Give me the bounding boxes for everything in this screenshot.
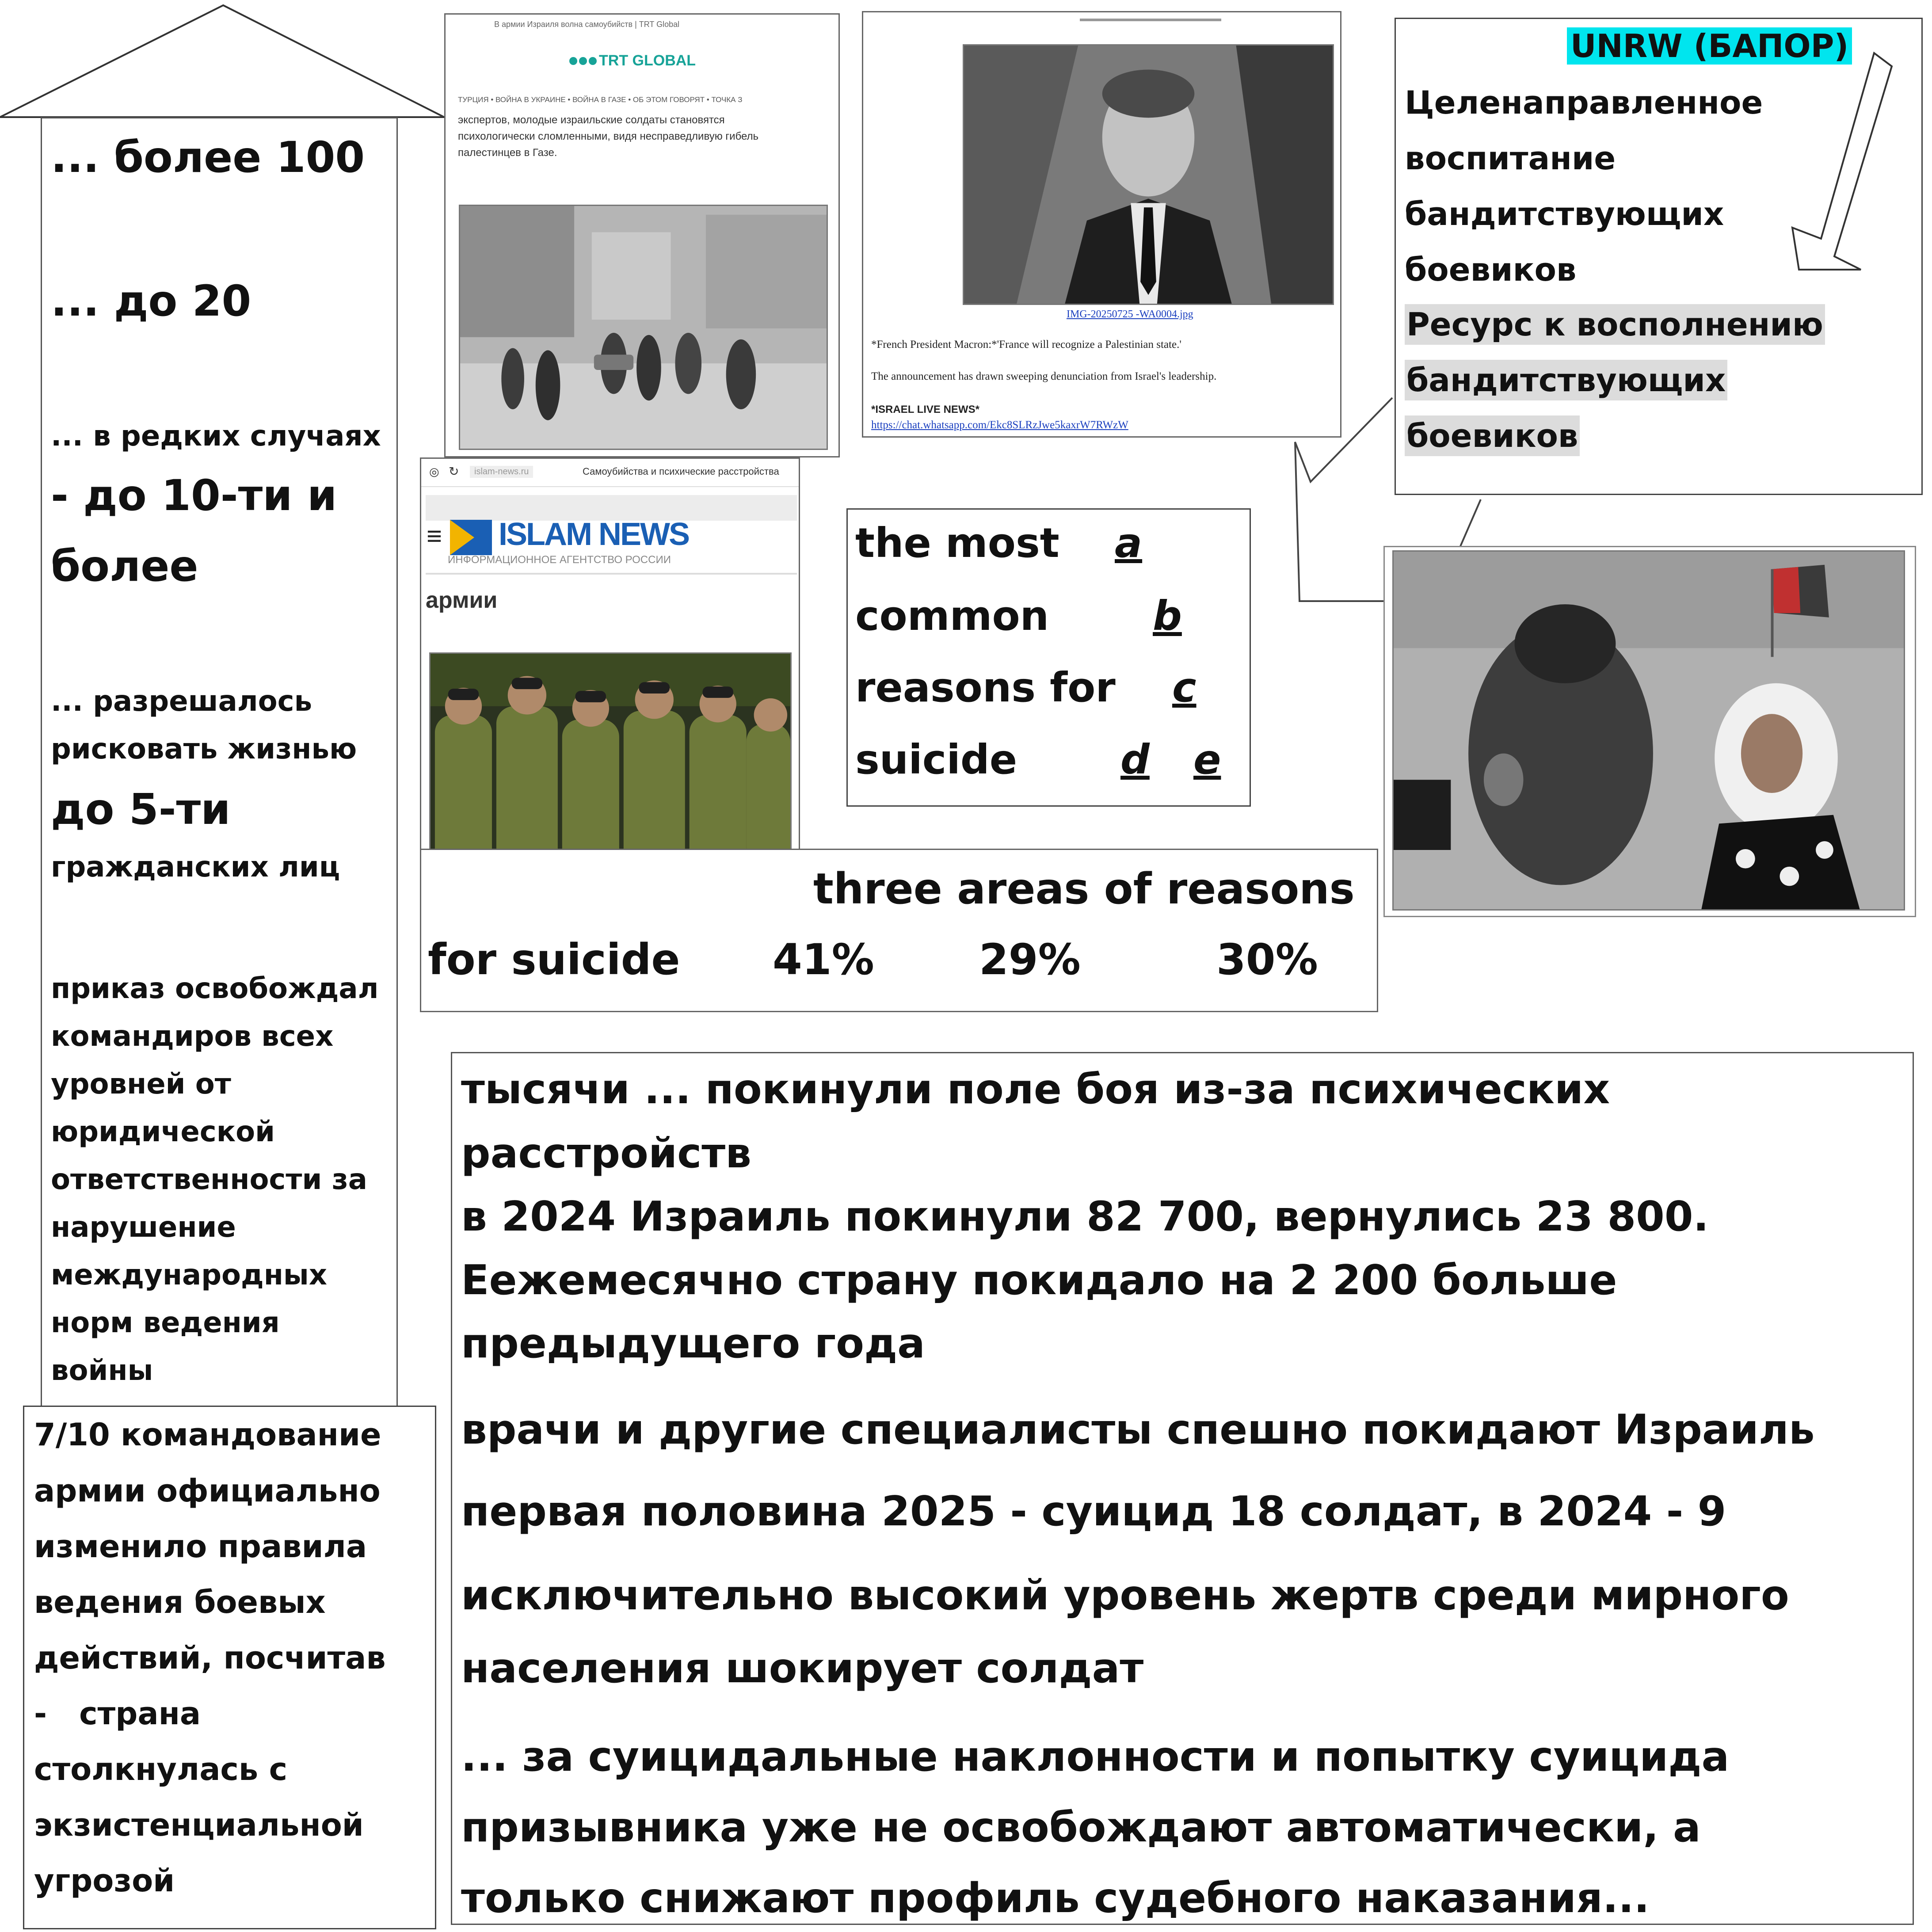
unrwa-highlight-line: боевиков — [1405, 415, 1580, 456]
command-line: угрозой — [34, 1863, 175, 1899]
allowed-line1: ... разрешалось — [51, 685, 312, 718]
command-line: действий, посчитав — [34, 1640, 386, 1676]
command-line: армии официально — [34, 1473, 381, 1509]
soldiers-street-photo — [459, 205, 828, 450]
army-word: армии — [426, 587, 498, 613]
tab-title: Самоубийства и психические расстройства — [583, 466, 779, 477]
civilians: гражданских лиц — [51, 851, 340, 884]
macron-url[interactable]: https://chat.whatsapp.com/Ekc8SLRzJwe5kaxrW7RWzW — [871, 419, 1128, 431]
reasons-text: suicide — [855, 736, 1017, 783]
main-line: предыдущего года — [461, 1319, 925, 1367]
more-than-100: ... более 100 — [51, 133, 365, 182]
order-line: международных — [51, 1259, 328, 1292]
rare-cases: ... в редких случаях — [51, 420, 381, 453]
command-line: изменило правила — [34, 1528, 367, 1565]
areas-line1: three areas of reasons — [813, 864, 1355, 914]
macron-photo — [963, 44, 1334, 305]
menu-icon[interactable]: ≡ — [427, 521, 442, 551]
unrwa-highlight-line: Ресурс к восполнению — [1405, 304, 1825, 345]
reasons-letter: c — [1172, 664, 1197, 711]
unrwa-line: бандитствующих — [1405, 195, 1724, 232]
main-line: только снижают профиль судебного наказания... — [461, 1874, 1650, 1922]
reasons-text: reasons for — [855, 664, 1116, 711]
reasons-letter: b — [1153, 592, 1182, 640]
unrwa-highlight-line: бандитствующих — [1405, 360, 1727, 400]
order-line: норм ведения — [51, 1307, 280, 1339]
areas-percent-3: 30% — [1216, 935, 1318, 984]
order-line: приказ освобождал — [51, 972, 379, 1005]
allowed-line2: рисковать жизнью — [51, 733, 357, 766]
trt-logo-text: TRT GLOBAL — [599, 52, 696, 69]
trt-screenshot — [444, 13, 840, 457]
islam-news-logo-subtitle: ИНФОРМАЦИОННОЕ АГЕНТСТВО РОССИИ — [448, 554, 671, 566]
main-line: в 2024 Израиль покинули 82 700, вернулись 23 800. — [461, 1193, 1709, 1240]
up-to-5: до 5-ти — [51, 785, 231, 834]
trt-logo-dots-icon — [569, 57, 597, 65]
reasons-text: common — [855, 592, 1049, 640]
trt-nav: ТУРЦИЯ • ВОЙНА В УКРАИНЕ • ВОЙНА В ГАЗЕ • ОБ ЭТОМ ГОВОРЯТ • ТОЧКА З — [458, 95, 743, 104]
main-line: ... за суицидальные наклонности и попытку суицида — [461, 1733, 1730, 1780]
main-line: первая половина 2025 - суицид 18 солдат, в 2024 - 9 — [461, 1487, 1726, 1535]
trt-logo — [569, 52, 696, 69]
unrwa-line: воспитание — [1405, 140, 1616, 177]
browser-bar — [421, 459, 799, 487]
macron-header-scribble — [1080, 19, 1221, 21]
macron-announcement: The announcement has drawn sweeping denunciation from Israel's leadership. — [871, 370, 1217, 382]
up-to-10-line2: более — [51, 541, 198, 591]
command-line: экзистенциальной — [34, 1807, 364, 1843]
macron-quote: *French President Macron:*'France will recognize a Palestinian state.' — [871, 339, 1181, 351]
macron-source: *ISRAEL LIVE NEWS* — [871, 404, 979, 415]
unrwa-line: боевиков — [1405, 251, 1577, 288]
order-line: юридической — [51, 1116, 275, 1148]
down-arrow-icon — [1768, 49, 1901, 278]
order-line: войны — [51, 1354, 153, 1387]
islam-news-logo-icon — [448, 515, 496, 560]
address-bar[interactable]: islam-news.ru — [470, 466, 533, 478]
main-line: врачи и другие специалисты спешно покидают Израиль — [461, 1406, 1815, 1453]
command-line: - страна — [34, 1696, 201, 1732]
islam-news-screenshot — [420, 457, 800, 908]
reasons-letter: d — [1120, 736, 1150, 783]
house-roof — [0, 0, 446, 124]
trt-text-line: палестинцев в Газе. — [458, 147, 557, 159]
order-line: ответственности за — [51, 1163, 367, 1196]
divider — [426, 573, 797, 575]
command-line: столкнулась с — [34, 1751, 288, 1787]
areas-percent-1: 41% — [773, 935, 874, 984]
trt-text-line: психологически сломленными, видя несправедливую гибель — [458, 130, 759, 142]
order-line: нарушение — [51, 1211, 236, 1244]
protest-photo — [1392, 550, 1905, 911]
order-line: командиров всех — [51, 1020, 334, 1053]
reasons-text: the most — [855, 519, 1059, 567]
shield-icon: ◎ — [429, 465, 439, 478]
areas-percent-2: 29% — [979, 935, 1081, 984]
macron-screenshot — [862, 11, 1341, 438]
main-line: исключительно высокий уровень жертв среди мирного — [461, 1571, 1789, 1619]
trt-text-line: экспертов, молодые израильские солдаты становятся — [458, 114, 725, 126]
unrwa-title: UNRW (БАПОР) — [1567, 27, 1852, 65]
up-to-20: ... до 20 — [51, 276, 252, 326]
unrwa-line: Целенаправленное — [1405, 84, 1763, 121]
order-line: уровней от — [51, 1068, 231, 1101]
command-line: ведения боевых — [34, 1584, 326, 1620]
main-line: населения шокирует солдат — [461, 1644, 1144, 1692]
reload-icon[interactable]: ↻ — [449, 465, 459, 478]
main-line: расстройств — [461, 1129, 751, 1177]
areas-line2: for suicide — [428, 935, 680, 984]
up-to-10-line1: - до 10-ти и — [51, 471, 337, 520]
islam-news-logo-text: ISLAM NEWS — [499, 517, 689, 552]
main-line: призывника уже не освобождают автоматически, а — [461, 1803, 1701, 1851]
main-line: Еежемесячно страну покидало на 2 200 больше — [461, 1256, 1617, 1304]
command-line: 7/10 командование — [34, 1417, 381, 1453]
trt-top-caption: В армии Израиля волна самоубийств | TRT Global — [494, 20, 680, 29]
main-line: тысячи ... покинули поле боя из-за психических — [461, 1065, 1610, 1113]
reasons-letter: e — [1193, 736, 1221, 783]
macron-image-link[interactable]: IMG-20250725 -WA0004.jpg — [1067, 309, 1193, 320]
reasons-letter: a — [1115, 519, 1143, 567]
